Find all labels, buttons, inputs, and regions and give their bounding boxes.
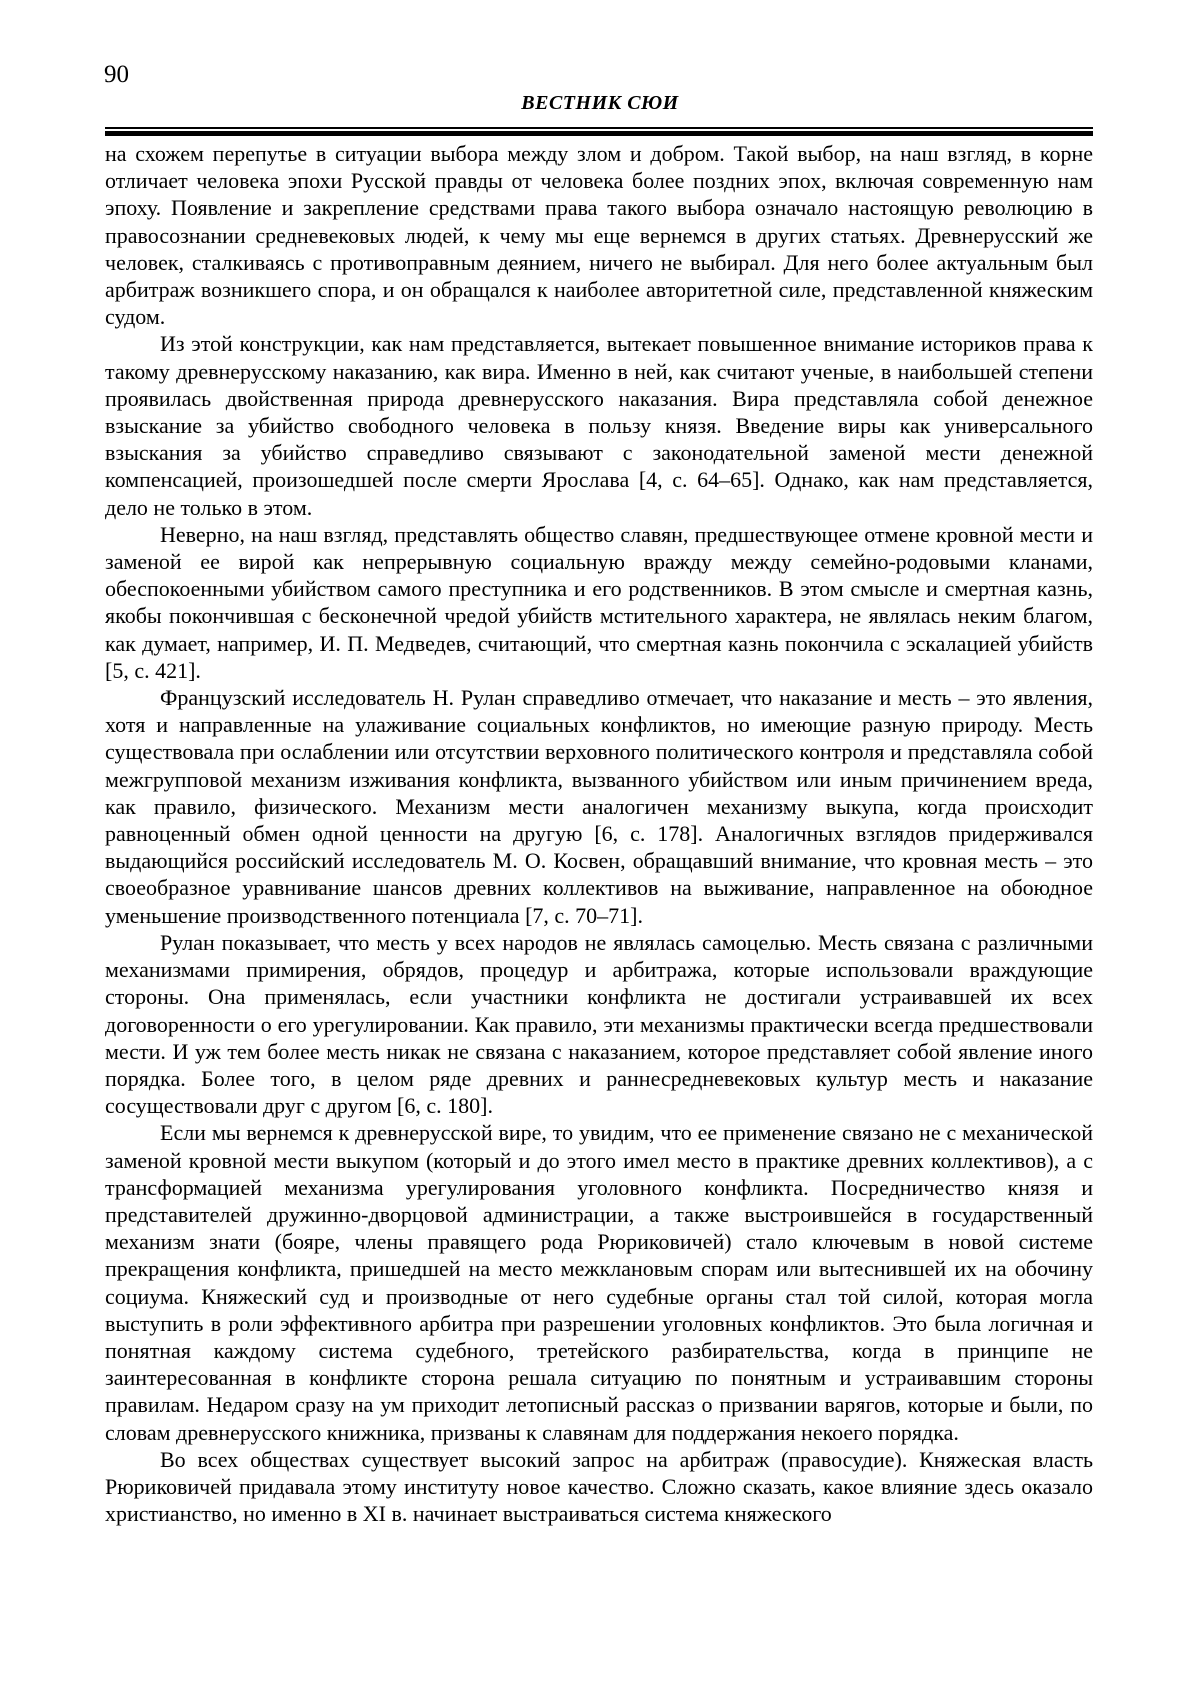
journal-title: ВЕСТНИК СЮИ	[521, 92, 679, 114]
paragraph: Неверно, на наш взгляд, представлять общество славян, предшествующее отмене кровной мести и заменой ее вирой как непрерывную социальную вражду между семейно-родовыми кланами, обеспокоенными убийством самого преступника и его родственников. В этом смысле и смертная казнь, якобы покончившая с бесконечной чредой убийств мстительного характера, не являлась неким благом, как думает, например, И. П. Медведев, считающий, что смертная казнь покончила с эскалацией убийств [5, с. 421].	[105, 521, 1093, 683]
paragraph-continuation: на схожем перепутье в ситуации выбора между злом и добром. Такой выбор, на наш взгляд, в корне отличает человека эпохи Русской правды от человека более поздних эпох, включая современную нам эпоху. Появление и закрепление средствами права такого выбора означало настоящую революцию в правосознании средневековых людей, к чему мы еще вернемся в других статьях. Древнерусский же человек, сталкиваясь с противоправным деянием, ничего не выбирал. Для него более актуальным был арбитраж возникшего спора, и он обращался к наиболее авторитетной силе, представленной княжеским судом.	[105, 141, 1093, 330]
paragraph: Во всех обществах существует высокий запрос на арбитраж (правосудие). Княжеская власть Рюриковичей придавала этому институту новое качество. Сложно сказать, какое влияние здесь оказало христианство, но именно в XI в. начинает выстраиваться система княжеского	[105, 1446, 1093, 1527]
page-number: 90	[104, 61, 129, 88]
header-rule	[105, 127, 1093, 136]
paragraph: Рулан показывает, что месть у всех народов не являлась самоцелью. Месть связана с различными механизмами примирения, обрядов, процедур и арбитража, которые использовали враждующие стороны. Она применялась, если участники конфликта не достигали устраивавшей их всех договоренности о его урегулировании. Как правило, эти механизмы практически всегда предшествовали мести. И уж тем более месть никак не связана с наказанием, которое представляет собой явление иного порядка. Более того, в целом ряде древних и раннесредневековых культур месть и наказание сосуществовали друг с другом [6, с. 180].	[105, 929, 1093, 1119]
paragraph: Из этой конструкции, как нам представляется, вытекает повышенное внимание историков права к такому древнерусскому наказанию, как вира. Именно в ней, как считают ученые, в наибольшей степени проявилась двойственная природа древнерусского наказания. Вира представляла собой денежное взыскание за убийство свободного человека в пользу князя. Введение виры как универсального взыскания за убийство справедливо связывают с законодательной заменой мести денежной компенсацией, произошедшей после смерти Ярослава [4, с. 64–65]. Однако, как нам представляется, дело не только в этом.	[105, 331, 1093, 520]
paragraph: Если мы вернемся к древнерусской вире, то увидим, что ее применение связано не с механической заменой кровной мести выкупом (который и до этого имел место в практике древних коллективов), а с трансформацией механизма урегулирования уголовного конфликта. Посредничество князя и представителей дружинно-дворцовой администрации, а также выстроившейся в государственный механизм знати (бояре, члены правящего рода Рюриковичей) стало ключевым в новой системе прекращения конфликта, пришедшей на место межклановым спорам или вытеснившей их на обочину социума. Княжеский суд и производные от него судебные органы стал той силой, которая могла выступить в роли эффективного арбитра при разрешении уголовных конфликтов. Это была логичная и понятная каждому система судебного, третейского разбирательства, когда в принципе не заинтересованная в конфликте сторона решала ситуацию по понятным и устраивавшим стороны правилам. Недаром сразу на ум приходит летописный рассказ о призвании варягов, которые и были, по словам древнерусского книжника, призваны к славянам для поддержания некоего порядка.	[105, 1120, 1093, 1445]
article-body	[105, 140, 1093, 1527]
paragraph: Французский исследователь Н. Рулан справедливо отмечает, что наказание и месть – это явления, хотя и направленные на улаживание социальных конфликтов, но имеющие разную природу. Месть существовала при ослаблении или отсутствии верховного политического контроля и представляла собой межгрупповой механизм изживания конфликта, вызванного убийством или иным причинением вреда, как правило, физического. Механизм мести аналогичен механизму выкупа, когда происходит равноценный обмен одной ценности на другую [6, с. 178]. Аналогичных взглядов придерживался выдающийся российский исследователь М. О. Косвен, обращавший внимание, что кровная месть – это своеобразное уравнивание шансов древних коллективов на выживание, направленное на обоюдное уменьшение производственного потенциала [7, с. 70–71].	[105, 685, 1093, 928]
